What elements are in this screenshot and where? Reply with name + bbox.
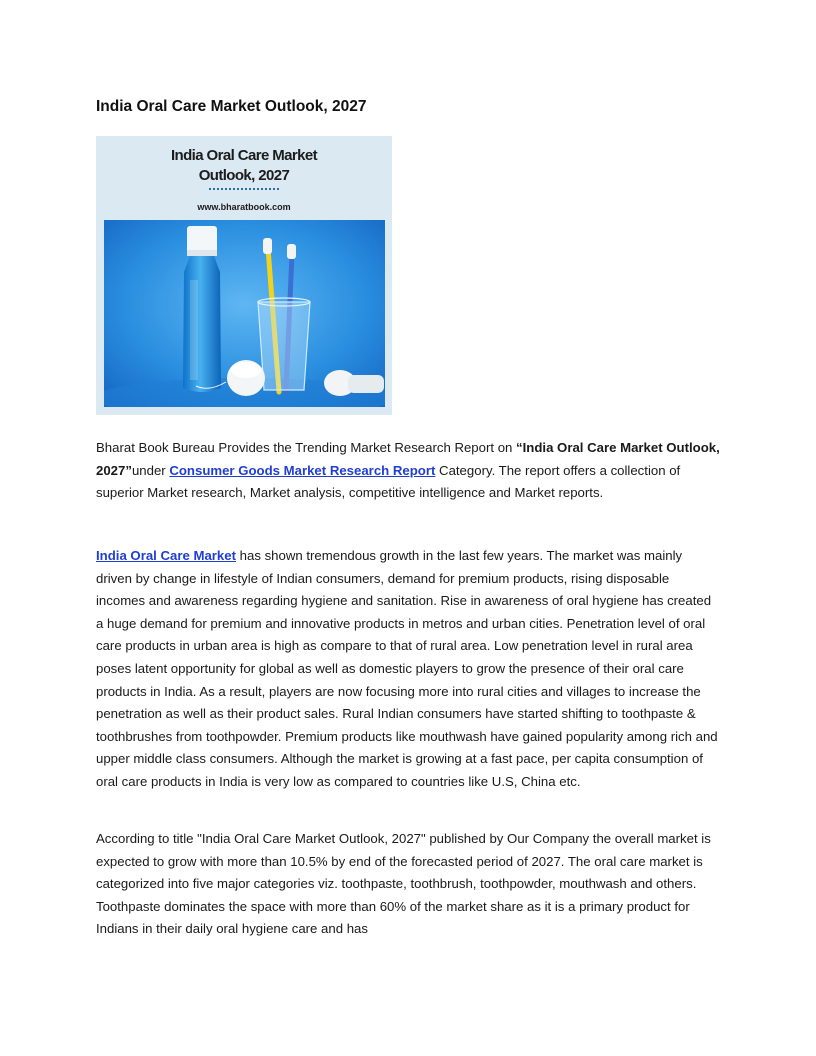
- intro-text-3: Category. The report offers a collection of superior Market research, Market analysis, competitive intelligence and Market reports.: [96, 462, 681, 501]
- cover-title: [96, 146, 392, 186]
- intro-text-2: under: [131, 462, 170, 478]
- intro-text-1: Bharat Book Bureau Provides the Trending Market Research Report on: [96, 440, 517, 455]
- intro-paragraph: [96, 437, 720, 505]
- market-overview-text: has shown tremendous growth in the last few years. The market was mainly driven by change in lifestyle of Indian consumers, demand for premium products, rising disposable incomes and awareness regarding hygiene and sanitation. Rise in awareness of oral hygiene has created a huge demand for premium and innovative products in metros and urban cities. Penetration level of oral care products in urban area is high as compare to that of rural area. Low penetration level in rural area poses latent opportunity for global as well as domestic players to grow the presence of their oral care products in India. As a result, players are now focusing more into rural cities and villages to increase the penetration as well as their product sales. Rural Indian consumers have started shifting to toothpaste & toothbrushes from toothpowder. Premium products like mouthwash have gained popularity among rich and upper middle class consumers. Although the market is growing at a fast pace, per capita consumption of oral care products in India is very low as compared to countries like U.S, China etc.: [96, 548, 718, 789]
- cover-divider: [209, 188, 279, 190]
- market-overview-paragraph: [96, 545, 720, 794]
- cover-title-line1: India Oral Care Market: [170, 147, 318, 164]
- consumer-goods-report-link[interactable]: Consumer Goods Market Research Report: [169, 462, 436, 478]
- india-oral-care-market-link[interactable]: India Oral Care Market: [96, 548, 236, 563]
- forecast-paragraph: According to title "India Oral Care Market Outlook, 2027" published by Our Company the overall market is expected to grow with more than 10.5% by end of the forecasted period of 2027. The oral care market is categorized into five major categories viz. toothpaste, toothbrush, toothpowder, mouthwash and others. Toothpaste dominates the space with more than 60% of the market share as it is a primary product for Indians in their daily oral hygiene care and has: [96, 831, 711, 937]
- cover-title-line2: Outlook, 2027: [198, 167, 290, 184]
- report-cover-image: [96, 136, 392, 415]
- oral-care-products-photo: [104, 220, 385, 407]
- page-title: India Oral Care Market Outlook, 2027: [96, 98, 367, 115]
- mouthwash-bottle-icon: [183, 226, 221, 392]
- cover-url: www.bharatbook.com: [197, 202, 291, 212]
- report-title-bold: “India Oral Care Market Outlook, 2027”: [96, 440, 720, 478]
